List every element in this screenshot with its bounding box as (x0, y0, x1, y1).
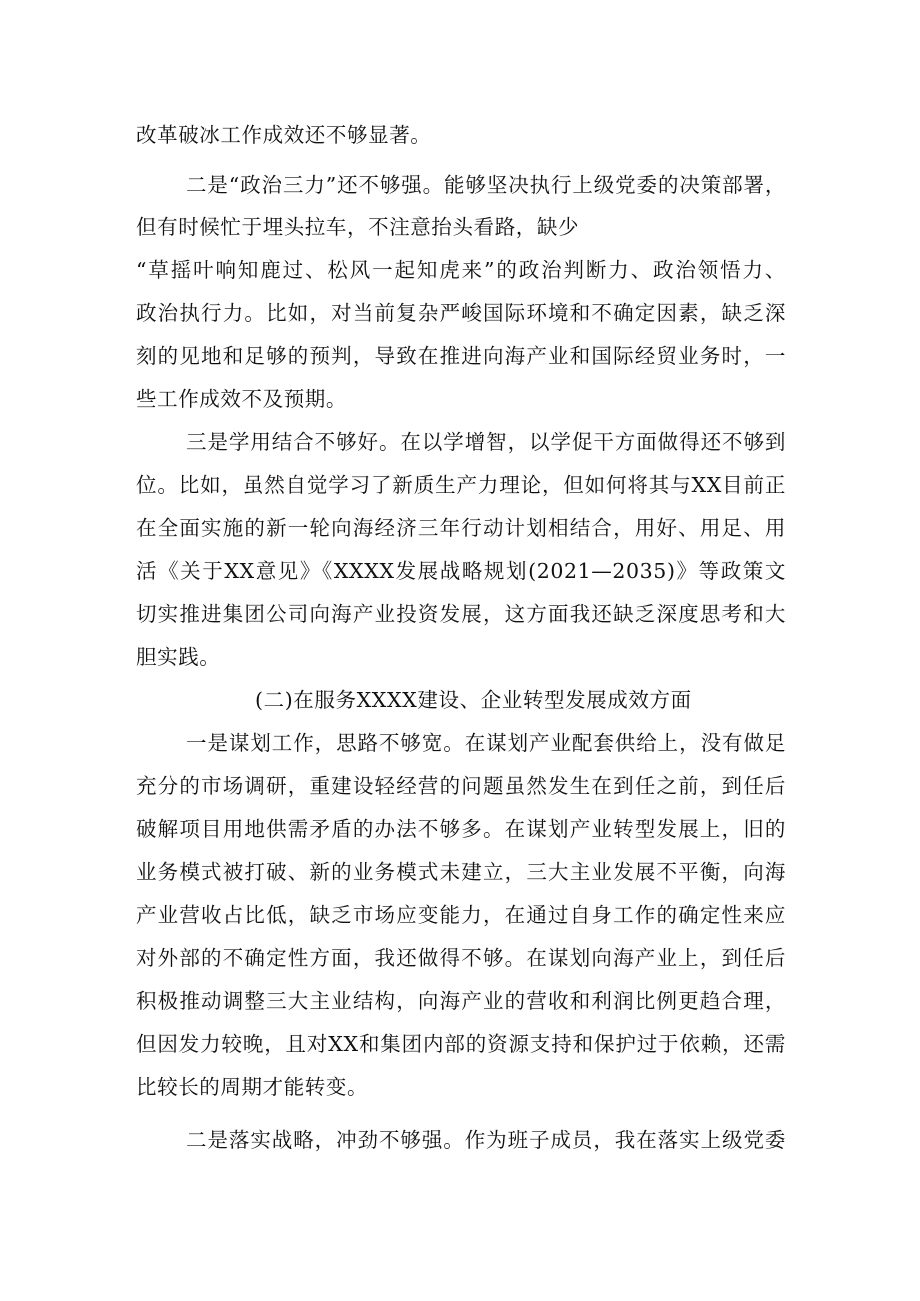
text-line: “草摇叶响知鹿过、松风一起知虎来”的政治判断力、政治领悟力、 (136, 258, 786, 282)
text-line: 业务模式被打破、新的业务模式未建立，三大主业发展不平衡，向海 (136, 860, 786, 884)
text-line: 政治执行力。比如，对当前复杂严峻国际环境和不确定因素，缺乏深 (136, 301, 786, 325)
text-line: 位。比如，虽然自觉学习了新质生产力理论，但如何将其与XX目前正 (136, 473, 786, 497)
text-line: 刻的见地和足够的预判，导致在推进向海产业和国际经贸业务时，一 (136, 344, 786, 368)
text-line: 对外部的不确定性方面，我还做得不够。在谋划向海产业上，到任后 (136, 946, 786, 970)
text-line: 破解项目用地供需矛盾的办法不够多。在谋划产业转型发展上，旧的 (136, 817, 786, 841)
text-line: 二是“政治三力”还不够强。能够坚决执行上级党委的决策部署， (186, 173, 786, 197)
text-line: 活《关于XX意见》《XXXX发展战略规划(2021—2035)》等政策文 (136, 559, 786, 583)
text-line: 一是谋划工作，思路不够宽。在谋划产业配套供给上，没有做足 (186, 731, 786, 755)
text-line: 在全面实施的新一轮向海经济三年行动计划相结合，用好、用足、用 (136, 516, 786, 540)
text-line: 三是学用结合不够好。在以学增智，以学促干方面做得还不够到 (186, 430, 786, 454)
text-line: 产业营收占比低，缺乏市场应变能力，在通过自身工作的确定性来应 (136, 903, 786, 927)
text-line: 胆实践。 (136, 645, 221, 669)
text-line: 切实推进集团公司向海产业投资发展，这方面我还缺乏深度思考和大 (136, 602, 786, 626)
section-heading: (二)在服务XXXX建设、企业转型发展成效方面 (255, 688, 692, 712)
text-line: 充分的市场调研，重建设轻经营的问题虽然发生在到任之前，到任后 (136, 774, 786, 798)
text-line: 二是落实战略，冲劲不够强。作为班子成员，我在落实上级党委 (186, 1128, 786, 1152)
text-line: 但因发力较晚，且对XX和集团内部的资源支持和保护过于依赖，还需 (136, 1032, 786, 1056)
text-line: 改革破冰工作成效还不够显著。 (136, 123, 432, 147)
text-line: 积极推动调整三大主业结构，向海产业的营收和利润比例更趋合理， (136, 989, 786, 1013)
text-line: 但有时候忙于埋头拉车，不注意抬头看路，缺少 (136, 215, 580, 239)
text-line: 比较长的周期才能转变。 (136, 1075, 369, 1099)
text-line: 些工作成效不及预期。 (136, 387, 347, 411)
